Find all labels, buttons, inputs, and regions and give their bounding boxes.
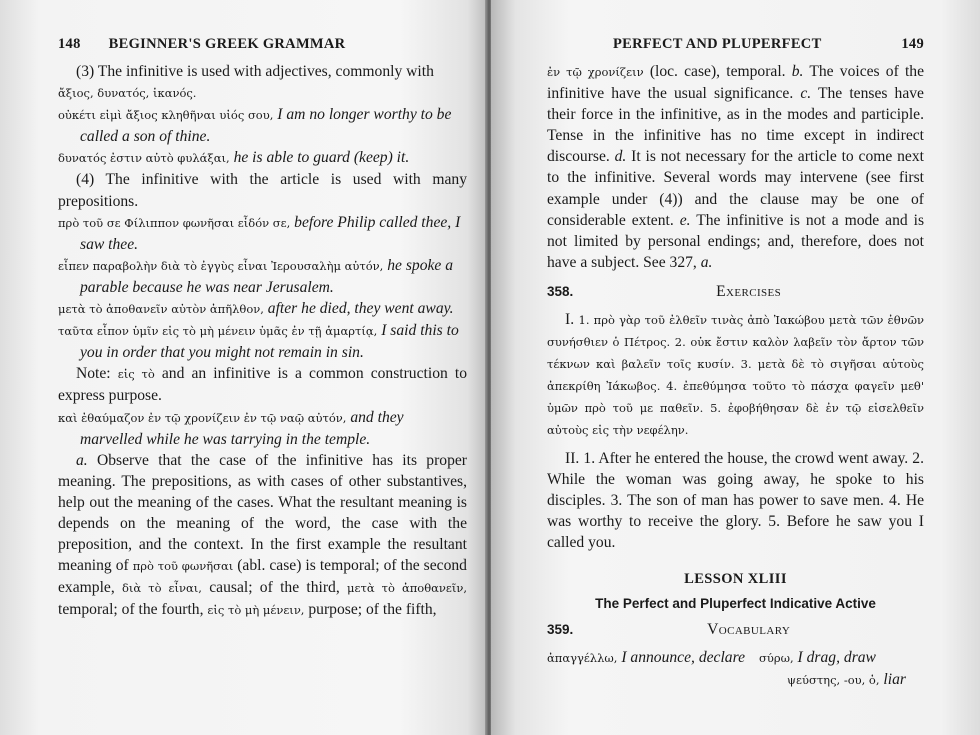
example-5: μετὰ τὸ ἀποθανεῖν αὐτὸν ἀπῆλθον, after he died, they went away. (58, 300, 454, 318)
left-page (0, 0, 487, 735)
right-page-header (547, 36, 924, 53)
exercises-part-2: II. 1. After he entered the house, the crowd went away. 2. While the woman was going away, he spoke to his disciples. 3. The son of man has power to save men. 4. He was worthy to receive the glory. 5. Before he saw you I called you. (547, 449, 924, 551)
paragraph-3-intro: (3) The infinitive is used with adjectives, commonly with (76, 63, 434, 80)
example-7: καὶ ἐθαύμαζον ἐν τῷ χρονίζειν ἐν τῷ ναῷ αὐτόν, and they marvelled while he was tarrying in the temple. (58, 408, 404, 448)
continued-paragraph: ἐν τῷ χρονίζειν (loc. case), temporal. b. The voices of the infinitive have the usual significance. c. The tenses have their force in the infinitive, as in the modes and participle. Tense in the infinitive has no time except in indirect discourse. d. It is not necessary for the article to come next to the infinitive. Several words may intervene (see first example under (4)) and the clause may be one of considerable extent. e. The infinitive is not a mode and is not limited by personal endings; and, therefore, does not have a subject. See 327, a. (547, 63, 925, 271)
vocab-entry: ἀπαγγέλλω, I announce, declare (547, 648, 746, 666)
example-3: πρὸ τοῦ σε Φίλιππον φωνῆσαι εἶδόν σε, before Philip called thee, I saw thee. (58, 213, 461, 253)
example-6: ταῦτα εἶπον ὑμῖν εἰς τὸ μὴ μένειν ὑμᾶς ἐν τῇ ἁμαρτίᾳ, I said this to you in order that you might not remain in sin. (58, 322, 459, 362)
paragraph-4-intro: (4) The infinitive with the article is used with many prepositions. (58, 171, 467, 210)
example-1: οὐκέτι εἰμὶ ἄξιος κληθῆναι υἱός σου, I am no longer worthy to be called a son of thine. (58, 106, 452, 146)
section-358-heading: 358. Exercises (547, 282, 782, 300)
page-number: 148 (58, 36, 81, 52)
observation-paragraph: a. Observe that the case of the infinitive has its proper meaning. The prepositions, as with cases of other substantives, help out the meaning of the cases. What the resultant meaning is depends on the meaning of the word, the case with the preposition, and the context. In the first example the resultant meaning of πρὸ τοῦ φωνῆσαι (abl. case) is temporal; of the second example, διὰ τὸ εἶναι, causal; of the third, μετὰ τὸ ἀποθανεῖν, temporal; of the fourth, εἰς τὸ μὴ μένειν, purpose; of the fifth, (58, 451, 467, 619)
left-page-header (58, 36, 467, 53)
section-359-heading: 359. Vocabulary (547, 620, 791, 638)
exercises-part-1: I. 1. πρὸ γὰρ τοῦ ἐλθεῖν τινὰς ἀπὸ Ἰακώβου μετὰ τῶν ἐθνῶν συνήσθιεν ὁ Πέτρος. 2. οὐκ ἔστιν καλὸν λαβεῖν τὸν ἄρτον τῶν τέκνων καὶ βαλεῖν τοῖς κυσίν. 3. μετὰ δὲ τὸ σιγῆσαι αὐτοὺς ἀπεκρίθη Ἰάκωβος. 4. ἐπεθύμησα τοῦτο τὸ πάσχα φαγεῖν μεθ' ὑμῶν πρὸ τοῦ με παθεῖν. 5. ἐφοβήθησαν δὲ ἐν τῷ εἰσελθεῖν αὐτοὺς εἰς τὴν νεφέλην. (547, 310, 925, 438)
right-page (491, 0, 980, 735)
running-head: PERFECT AND PLUPERFECT (613, 36, 822, 52)
vocab-entry: σύρω, I drag, draw ψεύστης, -ου, ὁ, liar (759, 648, 906, 688)
lesson-title: LESSON XLIII (684, 570, 787, 587)
lesson-subtitle: The Perfect and Pluperfect Indicative Active (595, 595, 876, 611)
adjective-list: ἄξιος, δυνατός, ἱκανός. (58, 86, 197, 101)
example-2: δυνατός ἐστιν αὐτὸ φυλάξαι, he is able to guard (keep) it. (58, 149, 410, 167)
vocabulary-list (547, 647, 924, 691)
example-4: εἶπεν παραβολὴν διὰ τὸ ἐγγὺς εἶναι Ἰερουσαλὴμ αὐτόν, he spoke a parable because he was near Jerusalem. (58, 256, 454, 296)
page-number: 149 (901, 36, 924, 52)
running-head: BEGINNER'S GREEK GRAMMAR (108, 36, 346, 52)
note-paragraph: Note: εἰς τὸ and an infinitive is a common construction to express purpose. (58, 365, 467, 405)
